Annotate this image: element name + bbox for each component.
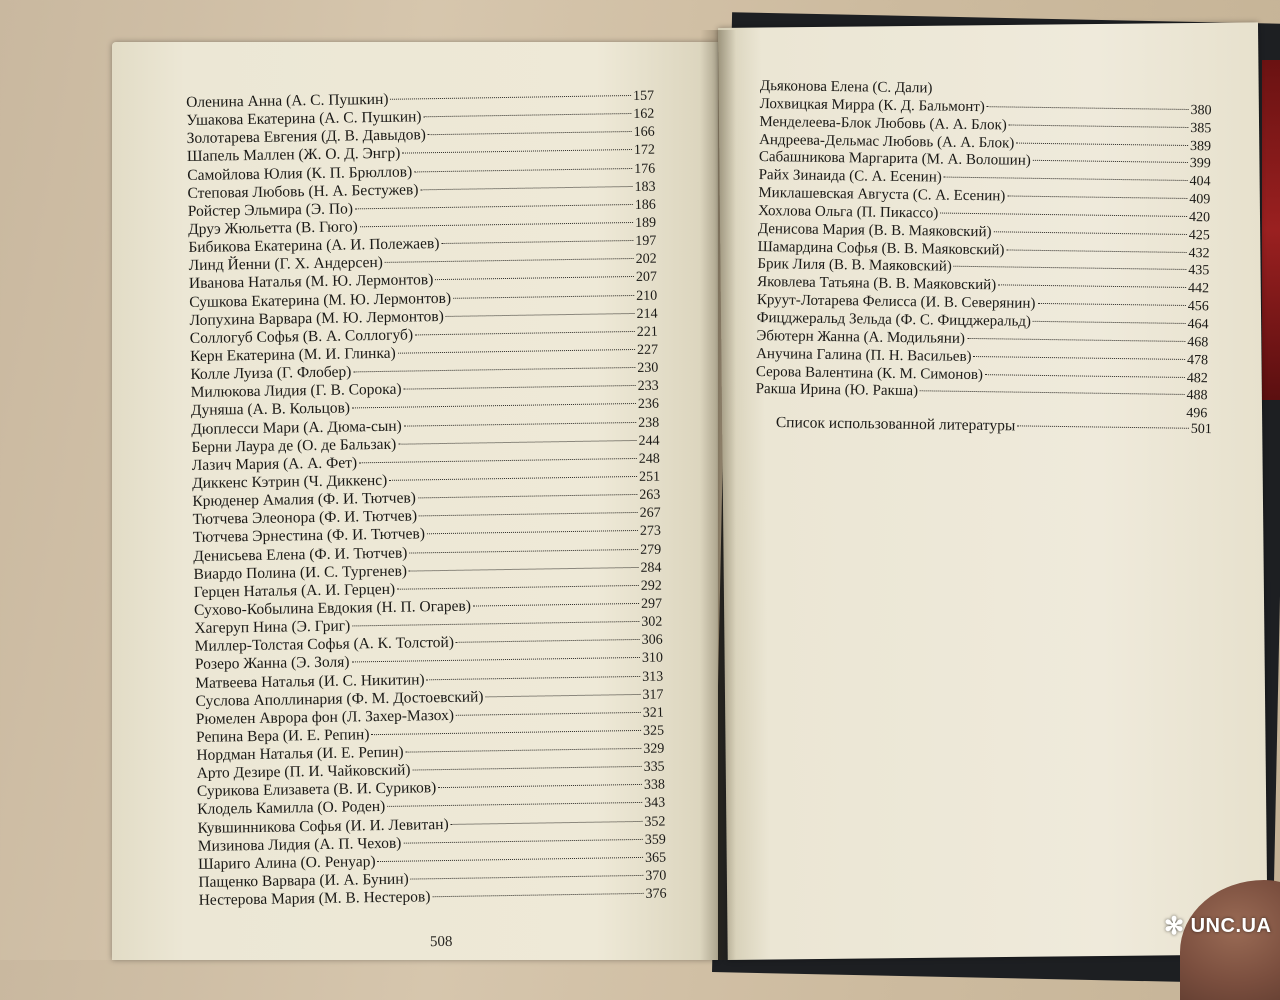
entry-name: Анучина Галина (П. Н. Васильев) — [756, 345, 972, 365]
entry-name: Ройстер Эльмира (Э. По) — [187, 200, 354, 220]
entry-page: 230 — [637, 360, 659, 377]
entry-page: 404 — [1189, 174, 1211, 190]
entry-name: Дуняша (А. В. Кольцов) — [190, 399, 351, 420]
entry-page: 435 — [1188, 263, 1210, 279]
leader-dots — [1009, 124, 1189, 128]
page-number: 508 — [429, 933, 453, 951]
entry-name: Оленина Анна (А. С. Пушкин) — [186, 90, 389, 111]
leader-dots — [353, 367, 635, 372]
entry-page: 162 — [633, 106, 655, 123]
entry-page: 352 — [644, 814, 666, 830]
leader-dots — [432, 893, 643, 897]
entry-page: 482 — [1186, 370, 1208, 386]
leader-dots — [438, 784, 642, 788]
book-gutter — [700, 30, 736, 960]
entry-page: 399 — [1189, 156, 1211, 172]
entry-name: Яковлева Татьяна (В. В. Маяковский) — [757, 274, 997, 294]
leader-dots — [446, 313, 635, 317]
entry-page: 420 — [1188, 209, 1211, 226]
leader-dots — [404, 422, 636, 427]
entry-page: 267 — [639, 505, 661, 522]
leader-dots — [411, 875, 644, 880]
leader-dots — [406, 748, 642, 753]
entry-page: 310 — [641, 650, 664, 667]
entry-page: 292 — [640, 578, 662, 594]
entry-name: Ушакова Екатерина (А. С. Пушкин) — [186, 108, 422, 130]
entry-page: 370 — [645, 868, 667, 884]
leader-dots — [456, 712, 641, 716]
leader-dots — [994, 231, 1187, 235]
entry-name: Клодель Камилла (О. Роден) — [197, 798, 386, 819]
leader-dots — [419, 512, 638, 516]
entry-name: Мизинова Лидия (А. П. Чехов) — [197, 834, 402, 855]
entry-page: 306 — [641, 632, 663, 649]
entry-page: 343 — [644, 796, 666, 812]
leader-dots — [413, 766, 642, 771]
entry-name: Тютчева Элеонора (Ф. И. Тютчев) — [192, 507, 418, 529]
leader-dots — [954, 266, 1187, 270]
leader-dots — [398, 440, 636, 445]
entry-name: Степовая Любовь (Н. А. Бестужев) — [187, 181, 419, 202]
entry-name: Диккенс Кэтрин (Ч. Диккенс) — [191, 471, 388, 492]
entry-name: Миллер-Толстая Софья (А. К. Толстой) — [194, 634, 455, 656]
entry-page: 273 — [639, 523, 662, 540]
entry-page: 263 — [639, 487, 661, 504]
entry-name: Линд Йенни (Г. Х. Андерсен) — [188, 254, 383, 275]
leader-dots — [352, 621, 639, 627]
entry-name: Ракша Ирина (Ю. Ракша) — [755, 381, 919, 400]
entry-name: Лохвицкая Мирра (К. Д. Бальмонт) — [759, 95, 985, 115]
entry-page: 468 — [1187, 334, 1209, 351]
entry-name: Миклашевская Августа (С. А. Есенин) — [758, 185, 1006, 205]
entry-page: 313 — [642, 669, 664, 685]
entry-name: Герцен Наталья (А. И. Герцен) — [193, 580, 396, 601]
entry-page: 236 — [637, 397, 660, 413]
entry-name: Арто Дезире (П. И. Чайковский) — [196, 761, 411, 783]
entry-page: 284 — [640, 560, 662, 576]
leader-dots — [378, 857, 644, 862]
leader-dots — [998, 285, 1186, 289]
leader-dots — [441, 240, 633, 244]
leader-dots — [486, 694, 641, 697]
entry-name: Дьяконова Елена (С. Дали) — [759, 78, 933, 97]
entry-page: 176 — [634, 161, 656, 177]
entry-name: Пащенко Варвара (И. А. Бунин) — [198, 870, 409, 891]
entry-page: 189 — [634, 215, 657, 231]
entry-name: Райх Зинаида (С. А. Есенин) — [758, 167, 942, 186]
entry-page: 166 — [633, 124, 655, 141]
leader-dots — [390, 95, 631, 100]
entry-page: 496 — [1186, 406, 1208, 422]
entry-page: 248 — [638, 451, 660, 467]
entry-name: Шамардина Софья (В. В. Маяковский) — [757, 238, 1005, 259]
entry-name: Иванова Наталья (М. Ю. Лермонтов) — [188, 271, 434, 293]
leader-dots — [985, 374, 1185, 378]
leader-dots — [473, 603, 639, 607]
entry-page: 157 — [632, 88, 655, 104]
leader-dots — [352, 657, 640, 663]
entry-name: Лазич Мария (А. А. Фет) — [191, 454, 358, 474]
leader-dots — [1033, 321, 1186, 324]
entry-name: Денисьева Елена (Ф. И. Тютчев) — [193, 544, 408, 565]
entry-name: Шариго Алина (О. Ренуар) — [197, 853, 376, 873]
bibliography-label: Список использованной литературы — [775, 414, 1016, 435]
entry-name: Репина Вера (И. Е. Репин) — [195, 726, 370, 746]
leader-dots — [398, 349, 635, 354]
leader-dots — [359, 458, 637, 463]
leader-dots — [418, 494, 637, 498]
entry-page: 464 — [1187, 316, 1209, 333]
entry-page: 376 — [645, 886, 667, 903]
entry-page: 233 — [637, 378, 659, 395]
entry-name: Розеро Жанна (Э. Золя) — [194, 653, 350, 674]
entry-page: 279 — [640, 542, 662, 558]
entry-page: 238 — [638, 415, 660, 431]
leader-dots — [451, 821, 643, 825]
leader-dots — [428, 131, 632, 135]
entry-name: Сушкова Екатерина (М. Ю. Лермонтов) — [189, 289, 452, 311]
leader-dots — [974, 356, 1186, 360]
entry-name: Брик Лиля (В. В. Маяковский) — [757, 256, 952, 276]
leader-dots — [456, 639, 640, 643]
entry-page: 432 — [1188, 245, 1210, 261]
entry-page: 172 — [633, 143, 656, 159]
entry-name: Золотарева Евгения (Д. В. Давыдов) — [186, 126, 427, 148]
leader-dots — [355, 204, 633, 209]
bibliography-page: 501 — [1190, 421, 1212, 438]
entry-page: 335 — [643, 759, 665, 776]
entry-name: Андреева-Дельмас Любовь (А. А. Блок) — [759, 131, 1015, 152]
entry-name: Эбютерн Жанна (А. Модильяни) — [756, 327, 966, 347]
leader-dots — [427, 530, 638, 534]
watermark — [1164, 912, 1271, 941]
entry-page: 389 — [1189, 138, 1212, 154]
entry-page: 442 — [1187, 281, 1210, 297]
entry-page: 365 — [644, 850, 667, 866]
leader-dots — [352, 403, 636, 408]
entry-name: Милюкова Лидия (Г. В. Сорока) — [190, 380, 402, 402]
entry-page: 227 — [636, 342, 659, 358]
entry-name: Крюденер Амалия (Ф. И. Тютчев) — [192, 489, 417, 511]
leader-dots — [404, 385, 636, 390]
leader-dots — [940, 212, 1187, 216]
entry-page: 297 — [640, 596, 663, 612]
entry-name: Колле Луиза (Г. Флобер) — [190, 363, 352, 384]
entry-page: 210 — [636, 288, 658, 304]
entry-name: Берни Лаура де (О. де Бальзак) — [191, 435, 397, 456]
snowflake-icon: ✻ — [1164, 913, 1185, 940]
entry-page: 456 — [1187, 299, 1209, 315]
cover-edge — [1262, 60, 1280, 400]
entry-name: Хагеруп Нина (Э. Григ) — [194, 617, 351, 638]
leader-dots — [987, 106, 1189, 110]
entry-name: Нордман Наталья (И. Е. Репин) — [196, 743, 404, 764]
entry-name: Сабашникова Маргарита (М. А. Волошин) — [758, 149, 1031, 170]
leader-dots — [371, 730, 641, 735]
entry-name: Кувшинникова Софья (И. И. Левитан) — [197, 815, 449, 837]
leader-dots — [360, 222, 633, 227]
entry-name: Матвеева Наталья (И. С. Никитин) — [195, 670, 425, 692]
left-toc-list — [186, 87, 667, 911]
leader-dots — [1033, 160, 1188, 163]
entry-name: Соллогуб Софья (В. А. Соллогуб) — [189, 326, 414, 347]
leader-dots — [387, 802, 642, 807]
leader-dots — [427, 675, 641, 679]
entry-page: 183 — [634, 179, 656, 195]
leader-dots — [409, 567, 639, 572]
entry-page: 202 — [635, 251, 657, 268]
entry-name: Тютчева Эрнестина (Ф. И. Тютчев) — [192, 525, 426, 547]
entry-name: Менделеева-Блок Любовь (А. А. Блок) — [759, 113, 1007, 134]
leader-dots — [389, 476, 637, 481]
leader-dots — [1006, 249, 1186, 253]
leader-dots — [1007, 196, 1187, 200]
entry-page: 214 — [636, 306, 658, 322]
entry-name: Дюплесси Мари (А. Дюма-сын) — [191, 417, 402, 438]
entry-name: Лопухина Варвара (М. Ю. Лермонтов) — [189, 307, 444, 329]
entry-page: 385 — [1190, 120, 1212, 136]
entry-name: Серова Валентина (К. М. Симонов) — [755, 363, 984, 383]
entry-page: 488 — [1186, 388, 1208, 404]
entry-page: 359 — [644, 832, 666, 848]
entry-page: 302 — [641, 614, 663, 630]
entry-page: 425 — [1188, 227, 1210, 244]
entry-page: 409 — [1189, 192, 1211, 208]
leader-dots — [385, 258, 634, 263]
entry-name: Круут-Лотарева Фелисса (И. В. Северянин) — [756, 292, 1036, 312]
entry-page: 321 — [642, 705, 664, 721]
entry-name: Суслова Аполлинария (Ф. М. Достоевский) — [195, 688, 484, 710]
entry-page: 478 — [1186, 352, 1209, 368]
leader-dots — [424, 113, 632, 117]
entry-page: 380 — [1190, 102, 1212, 119]
entry-name: Нестерова Мария (М. В. Нестеров) — [198, 888, 431, 910]
entry-name: Керн Екатерина (М. И. Глинка) — [189, 344, 396, 365]
entry-name: Друэ Жюльетта (В. Гюго) — [187, 218, 358, 238]
entry-name: Бибикова Екатерина (А. И. Полежаев) — [188, 235, 440, 257]
entry-page: 317 — [642, 687, 664, 703]
entry-name: Денисова Мария (В. В. Маяковский) — [757, 220, 992, 240]
entry-page: 207 — [635, 270, 658, 286]
leader-dots — [1017, 425, 1189, 428]
entry-name: Хохлова Ольга (П. Пикассо) — [758, 202, 939, 222]
leader-dots — [1016, 142, 1188, 145]
leader-dots — [402, 149, 632, 154]
entry-name: Сухово-Кобылина Евдокия (Н. П. Огарев) — [193, 597, 472, 619]
leader-dots — [415, 331, 635, 335]
entry-name: Шапель Маллен (Ж. О. Д. Энгр) — [186, 145, 401, 166]
leader-dots — [409, 548, 638, 553]
leader-dots — [414, 168, 632, 172]
entry-page: 329 — [643, 741, 665, 757]
leader-dots — [967, 338, 1185, 342]
leader-dots — [920, 391, 1185, 396]
watermark-text: UNC.UA — [1190, 915, 1272, 937]
entry-page: 244 — [638, 433, 660, 449]
entry-page: 221 — [636, 324, 658, 340]
leader-dots — [944, 177, 1188, 181]
leader-dots — [403, 839, 642, 844]
leader-dots — [1037, 303, 1185, 306]
entry-name: Самойлова Юлия (К. П. Брюллов) — [187, 163, 413, 184]
leader-dots — [435, 276, 634, 280]
entry-name: Рюмелен Аврора фон (Л. Захер-Мазох) — [195, 706, 455, 728]
entry-page: 251 — [638, 469, 661, 485]
entry-page: 325 — [642, 723, 665, 739]
entry-name: Сурикова Елизавета (В. И. Суриков) — [196, 779, 437, 801]
entry-page: 197 — [635, 233, 657, 250]
entry-page: 186 — [634, 197, 656, 213]
entry-name: Фицджеральд Зельда (Ф. С. Фицджеральд) — [756, 309, 1032, 330]
leader-dots — [397, 585, 639, 590]
right-toc-list — [755, 78, 1212, 423]
entry-name: Виардо Полина (И. С. Тургенев) — [193, 562, 408, 583]
leader-dots — [453, 295, 634, 299]
leader-dots — [420, 186, 632, 190]
entry-page: 338 — [643, 777, 666, 794]
